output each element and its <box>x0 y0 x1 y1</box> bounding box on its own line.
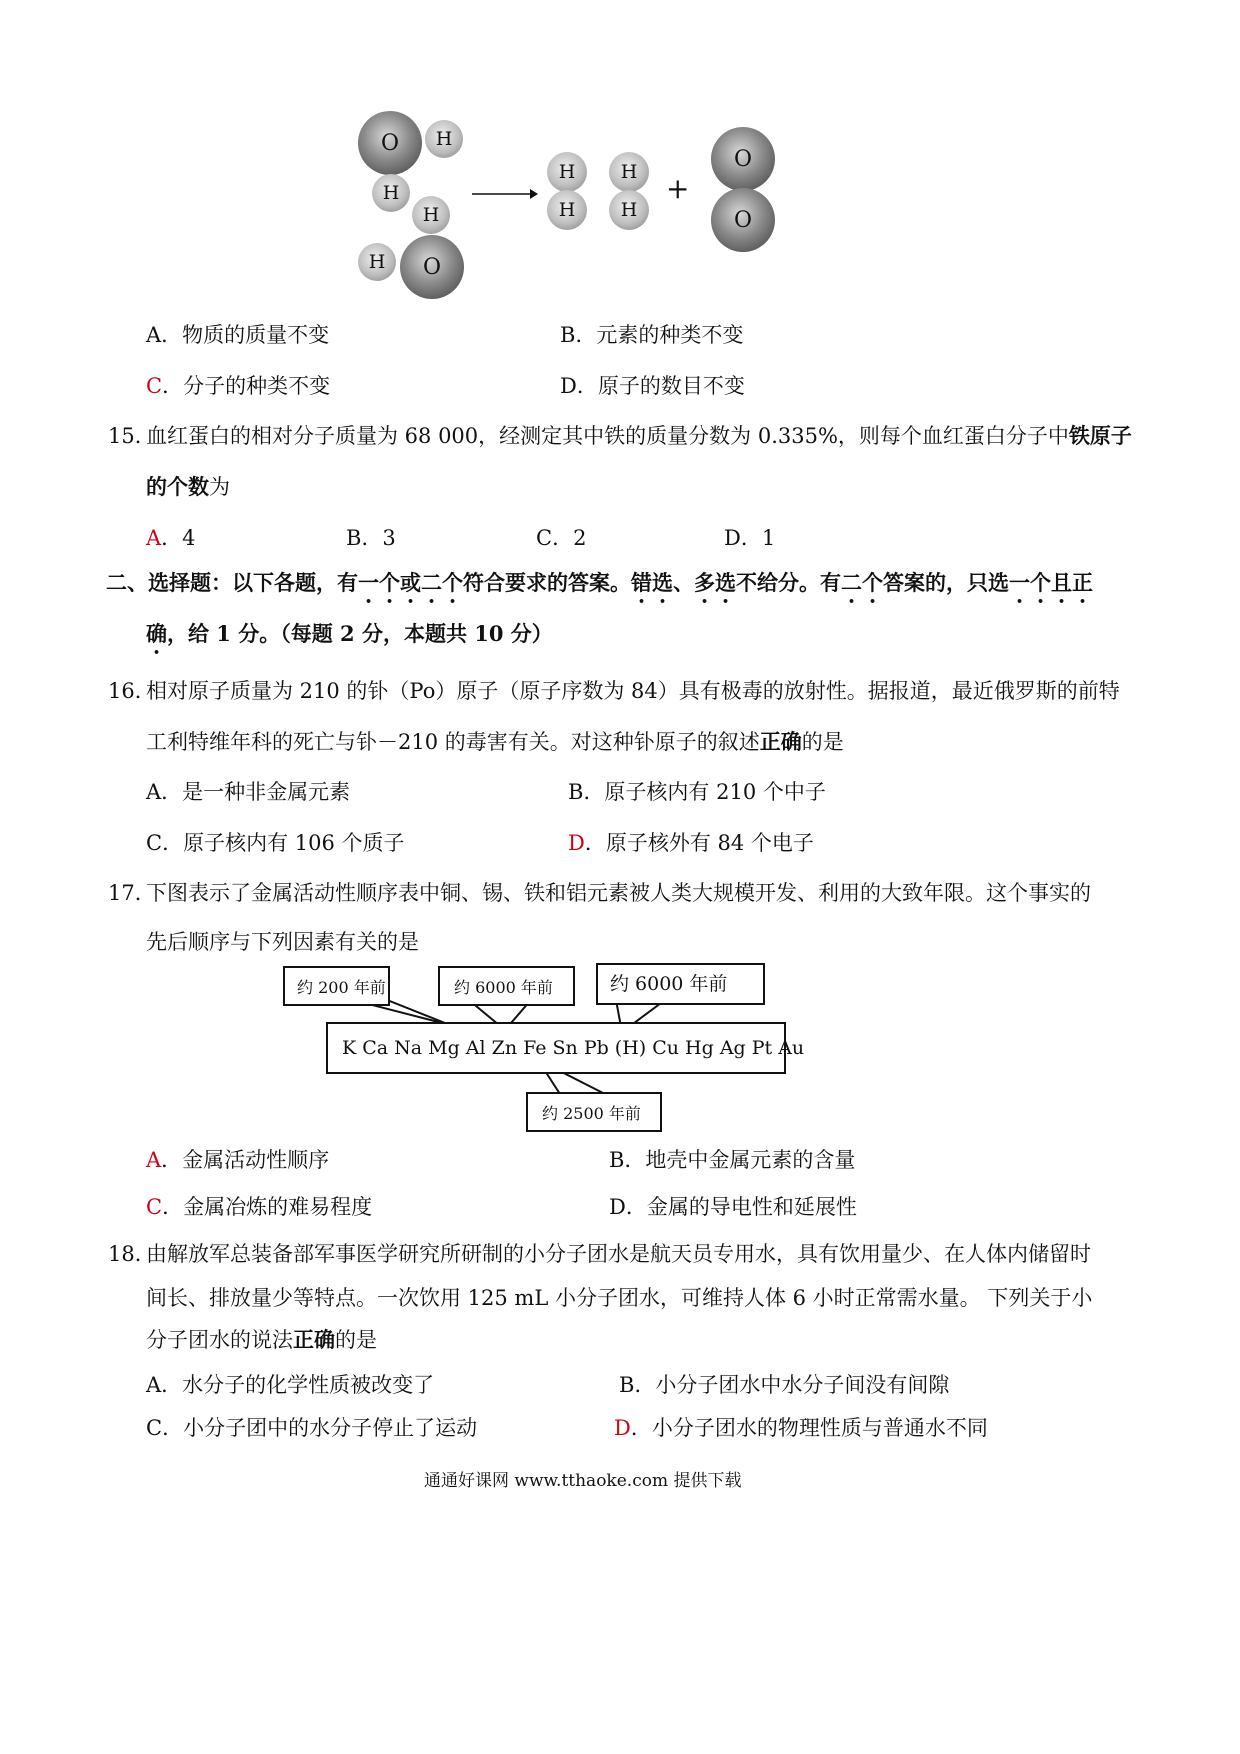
option-letter: D <box>724 526 741 550</box>
heading-emphasis: 错选、多选 <box>631 570 736 595</box>
callout-text: 约 6000 年前 <box>610 973 728 995</box>
atom-label: O <box>733 146 753 172</box>
option-letter: C <box>536 526 553 550</box>
q17-option-d <box>609 1193 857 1221</box>
atom-label: O <box>733 207 753 233</box>
heading-emphasis: 二个 <box>841 570 883 595</box>
metal-series-box <box>326 1022 805 1074</box>
callout-cu <box>596 963 765 1005</box>
atom-label: H <box>368 251 386 273</box>
option-text: ．原子的数目不变 <box>576 374 745 398</box>
callout-text: 约 200 年前 <box>297 978 386 997</box>
option-letter: A <box>146 1148 162 1172</box>
q17-option-c <box>146 1193 372 1221</box>
option-letter: B <box>568 780 584 804</box>
option-letter: D <box>568 831 585 855</box>
heading-emphasis: 一个或二个 <box>358 570 463 595</box>
callout-al <box>283 966 390 1006</box>
q18-stem-line3 <box>146 1326 377 1354</box>
stem-text: 分子团水的说法 <box>146 1328 293 1352</box>
option-text: ．小分子团水的物理性质与普通水不同 <box>630 1416 988 1440</box>
stem-text: 血红蛋白的相对分子质量为 68 000，经测定其中铁的质量分数为 0.335%，则每个血红蛋白分子中 <box>146 424 1069 448</box>
option-text: ．3 <box>361 526 396 550</box>
option-text: ．金属冶炼的难易程度 <box>162 1195 373 1219</box>
page-footer: 通通好课网 www.tthaoke.com 提供下载 <box>424 1471 742 1491</box>
q18-stem-line2: 间长、排放量少等特点。一次饮用 125 mL 小分子团水，可维持人体 6 小时正常需水量。 下列关于小 <box>146 1286 1093 1310</box>
stem-text: 的是 <box>801 730 844 754</box>
q17-option-b <box>609 1146 855 1174</box>
option-letter: A <box>146 323 162 347</box>
heading-text: 不给分。有 <box>736 570 841 595</box>
option-letter: A <box>146 780 162 804</box>
heading-text: 二、选择题：以下各题，有 <box>106 570 358 595</box>
stem-emphasis: 正确 <box>293 1327 335 1352</box>
atom-label: H <box>620 161 638 183</box>
option-letter: B <box>346 526 362 550</box>
q17-stem-line2: 先后顺序与下列因素有关的是 <box>146 930 419 954</box>
option-letter: C <box>146 831 163 855</box>
atom-label: H <box>422 204 440 226</box>
option-letter: D <box>614 1416 631 1440</box>
plus-sign: + <box>666 172 690 205</box>
option-letter: D <box>560 374 577 398</box>
atom-label: O <box>380 130 400 156</box>
option-letter: D <box>609 1195 626 1219</box>
heading-text: 符合要求的答案。 <box>463 570 631 595</box>
callout-sn <box>526 1092 662 1132</box>
callout-fe <box>438 966 575 1006</box>
q18-option-c <box>146 1414 477 1442</box>
option-text: ．物质的质量不变 <box>161 323 330 347</box>
atom-label: H <box>558 161 576 183</box>
heading-text: 答案的，只选 <box>883 570 1009 595</box>
option-text: ．分子的种类不变 <box>162 374 331 398</box>
stem-text: 的是 <box>335 1328 377 1352</box>
q15-number: 15． <box>108 424 156 448</box>
option-text: ．是一种非金属元素 <box>161 780 351 804</box>
callout-text: 约 2500 年前 <box>542 1104 641 1123</box>
q16-stem-line1: 相对原子质量为 210 的钋（Po）原子（原子序数为 84）具有极毒的放射性。据报道，最近俄罗斯的前特 <box>146 679 1120 703</box>
atom-label: H <box>435 128 453 150</box>
option-text: ．小分子团中的水分子停止了运动 <box>162 1416 478 1440</box>
option-letter: B <box>560 323 576 347</box>
heading-emphasis: 确 <box>146 621 167 646</box>
atom-label: O <box>422 254 442 280</box>
option-text: ．金属的导电性和延展性 <box>625 1195 857 1219</box>
stem-emphasis: 的个数 <box>146 474 209 499</box>
q16-number: 16． <box>108 679 156 703</box>
option-letter: A <box>146 526 162 550</box>
option-text: ．2 <box>552 526 587 550</box>
q17-stem-line1: 下图表示了金属活动性顺序表中铜、锡、铁和铝元素被人类大规模开发、利用的大致年限。这个事实的 <box>146 881 1091 905</box>
stem-text: 工利特维年科的死亡与钋－210 的毒害有关。对这种钋原子的叙述 <box>146 730 760 754</box>
option-text: ．小分子团水中水分子间没有间隙 <box>634 1373 950 1397</box>
option-text: ．4 <box>161 526 196 550</box>
option-text: ．地壳中金属元素的含量 <box>624 1148 856 1172</box>
option-letter: A <box>146 1373 162 1397</box>
metal-series-text: K Ca Na Mg Al Zn Fe Sn Pb (H) Cu Hg Ag Pt Au <box>342 1037 805 1059</box>
option-text: ．原子核外有 84 个电子 <box>584 831 814 855</box>
q18-option-b <box>619 1371 949 1399</box>
atom-label: H <box>558 199 576 221</box>
stem-emphasis: 铁原子 <box>1068 423 1132 448</box>
option-text: ．元素的种类不变 <box>575 323 744 347</box>
option-letter: C <box>146 374 163 398</box>
q17-number: 17． <box>108 881 156 905</box>
option-text: ．1 <box>740 526 776 550</box>
atom-label: H <box>382 182 400 204</box>
heading-emphasis: 一个且正 <box>1009 570 1093 595</box>
option-letter: C <box>146 1195 163 1219</box>
option-letter: C <box>146 1416 163 1440</box>
q18-stem-line1: 由解放军总装备部军事医学研究所研制的小分子团水是航天员专用水，具有饮用量少、在人体内储留时 <box>146 1242 1091 1266</box>
q18-option-a <box>146 1371 434 1399</box>
heading-text: ，给 1 分。（每题 2 分，本题共 10 分） <box>167 621 553 646</box>
option-text: ．金属活动性顺序 <box>161 1148 330 1172</box>
option-text: ．原子核内有 106 个质子 <box>162 831 405 855</box>
q17-option-a <box>146 1146 329 1174</box>
option-text: ．水分子的化学性质被改变了 <box>161 1373 435 1397</box>
callout-text: 约 6000 年前 <box>454 978 553 997</box>
option-letter: B <box>609 1148 625 1172</box>
option-text: ．原子核内有 210 个中子 <box>583 780 826 804</box>
option-letter: B <box>619 1373 635 1397</box>
stem-text: 为 <box>209 475 230 499</box>
atom-label: H <box>620 199 638 221</box>
stem-emphasis: 正确 <box>759 729 802 754</box>
q18-number: 18． <box>108 1242 156 1266</box>
q18-option-d <box>614 1414 988 1442</box>
